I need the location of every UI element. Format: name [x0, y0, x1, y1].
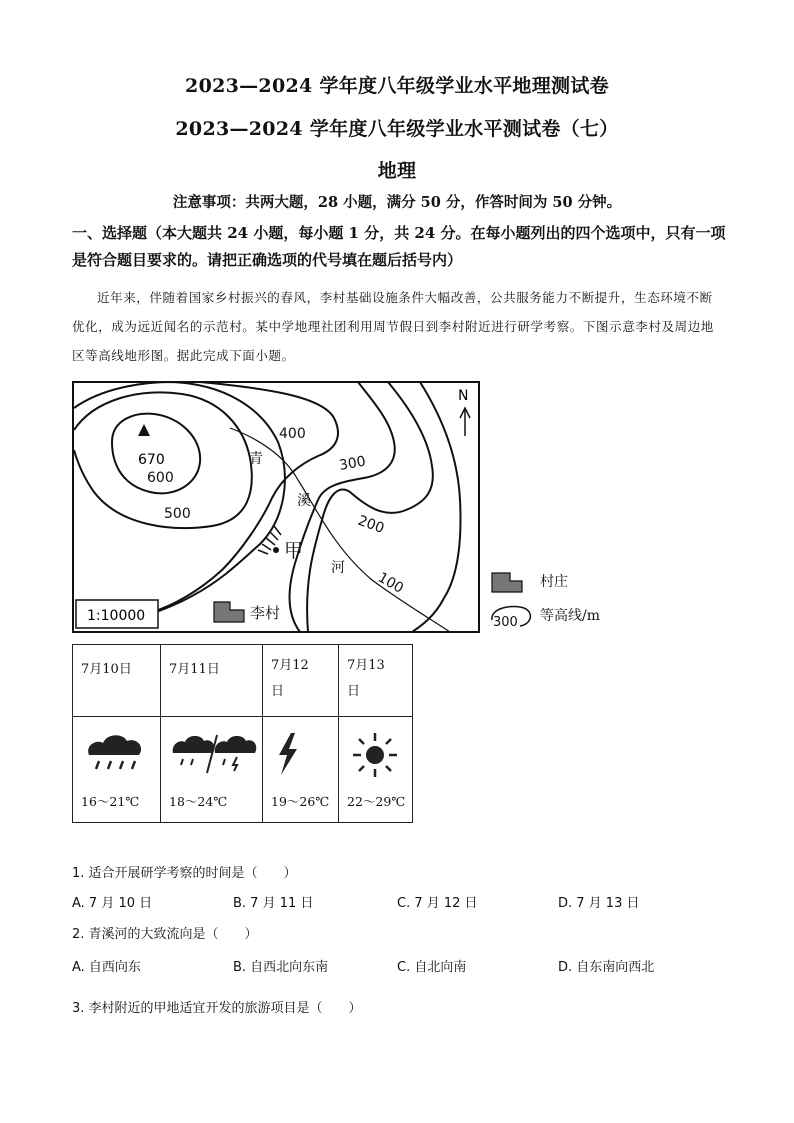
lightning-icon — [273, 731, 313, 777]
question-2-option-c[interactable]: C. 自北向南 — [397, 960, 467, 975]
contour-200 — [307, 382, 433, 632]
rain-to-thunderstorm-icon — [171, 731, 257, 777]
sunny-icon — [349, 731, 401, 779]
weather-temp: 19～26℃ — [271, 794, 330, 809]
contour-label-600: 600 — [147, 470, 174, 486]
question-3-stem: 3. 李村附近的甲地适宜开发的旅游项目是（ ） — [72, 1001, 362, 1016]
heavy-rain-icon — [83, 731, 143, 777]
contour-400-west — [74, 382, 285, 618]
legend-village-icon — [492, 573, 522, 592]
contour-label-200: 200 — [355, 512, 387, 537]
contour-label-300: 300 — [337, 453, 368, 474]
section-heading: 一、选择题（本大题共 24 小题，每小题 1 分，共 24 分。在每小题列出的四个选项中，只有一项是符合题目要求的。请把正确选项的代号填在题后括号内） — [72, 224, 726, 269]
question-2-option-a[interactable]: A. 自西向东 — [72, 960, 141, 975]
question-1-option-d[interactable]: D. 7 月 13 日 — [558, 896, 640, 911]
question-1-option-c[interactable]: C. 7 月 12 日 — [397, 896, 478, 911]
question-2-option-b[interactable]: B. 自西北向东南 — [233, 960, 329, 975]
exam-subtitle: 2023—2024 学年度八年级学业水平测试卷（七） — [175, 118, 619, 140]
subject-title: 地理 — [377, 160, 417, 182]
contour-label-100: 100 — [375, 569, 407, 597]
peak-triangle — [138, 424, 150, 436]
river-char-2: 溪 — [297, 493, 311, 509]
weather-temp: 18～24℃ — [169, 794, 228, 809]
weather-date: 7月13日 — [347, 658, 385, 699]
intro-passage: 近年来，伴随着国家乡村振兴的春风，李村基础设施条件大幅改善，公共服务能力不断提升，生态环境不断优化，成为远近闻名的示范村。某中学地理社团利用周节假日到李村附近进行研学考察。下图示意李村及周边地区等高线地形图。据此完成下面小题。 — [72, 290, 714, 363]
question-1-stem: 1. 适合开展研学考察的时间是（ ） — [72, 866, 297, 881]
place-jia-label: 甲 — [284, 540, 304, 562]
exam-title: 2023—2024 学年度八年级学业水平地理测试卷 — [185, 75, 609, 97]
contour-map — [72, 380, 612, 636]
weather-date: 7月11日 — [169, 662, 220, 677]
exam-notice: 注意事项：共两大题，28 小题，满分 50 分，作答时间为 50 分钟。 — [172, 194, 622, 211]
map-frame — [73, 382, 479, 632]
question-1-option-b[interactable]: B. 7 月 11 日 — [233, 896, 314, 911]
contour-label-500: 500 — [164, 506, 191, 522]
question-1-option-a[interactable]: A. 7 月 10 日 — [72, 896, 153, 911]
peak-elevation: 670 — [138, 452, 165, 468]
question-2-stem: 2. 青溪河的大致流向是（ ） — [72, 927, 258, 942]
point-jia — [273, 547, 279, 553]
question-2-option-d[interactable]: D. 自东南向西北 — [558, 960, 655, 975]
legend-contour-value: 300 — [493, 615, 518, 630]
river-char-3: 河 — [331, 560, 345, 576]
north-label: N — [458, 388, 469, 404]
contour-100a — [412, 382, 460, 632]
weather-temp: 16～21℃ — [81, 794, 140, 809]
legend-village-label: 村庄 — [540, 574, 568, 590]
weather-date: 7月12日 — [271, 658, 309, 699]
contour-label-400: 400 — [279, 426, 306, 442]
map-scale: 1:10000 — [87, 608, 146, 624]
village-li-icon — [214, 602, 244, 622]
weather-temp: 22～29℃ — [347, 794, 406, 809]
weather-forecast-table — [72, 644, 413, 823]
village-li-label: 李村 — [250, 604, 281, 622]
river-char-1: 青 — [249, 451, 263, 467]
legend-contour-label: 等高线/m — [540, 608, 600, 624]
weather-date: 7月10日 — [81, 662, 132, 677]
